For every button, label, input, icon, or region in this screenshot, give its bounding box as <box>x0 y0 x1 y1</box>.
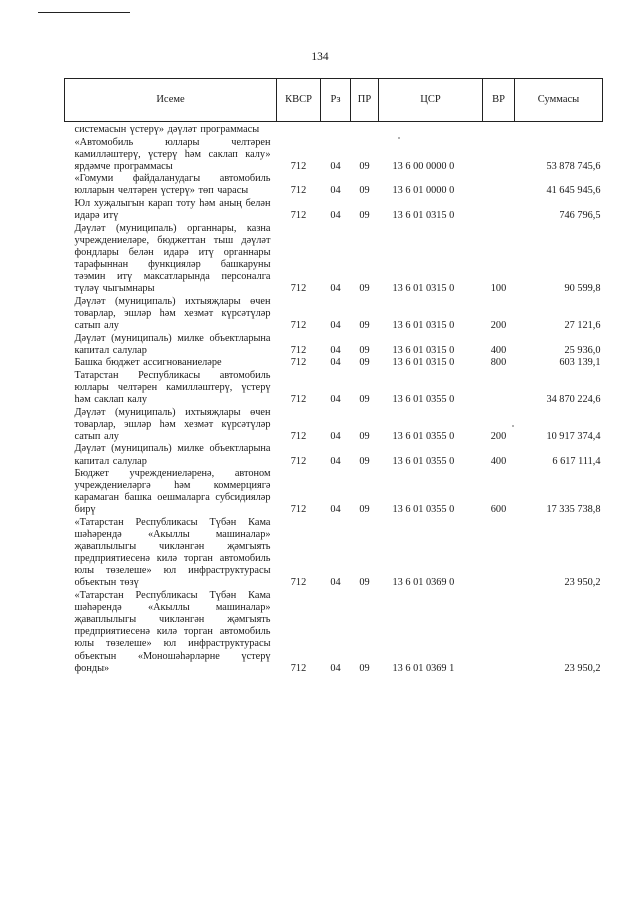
cell-kvsr: 712 <box>290 357 307 369</box>
cell-sum: 10 917 374,4 <box>546 430 601 442</box>
cell-rz: 04 <box>330 662 341 674</box>
cell-csr: 13 6 01 0355 0 <box>392 430 455 442</box>
scan-speck <box>512 425 514 427</box>
cell-pr: 09 <box>359 160 370 172</box>
table-row <box>65 122 603 137</box>
cell-name: Бюджет учреждениеләренә, автоном учреждениеләргә һәм коммерциягә карамаган башка оешмаларга субсидияләр бирү <box>74 468 271 516</box>
cell-name: Дәүләт (муниципаль) милке объектларына капитал салулар <box>74 332 271 356</box>
cell-csr: 13 6 01 0315 0 <box>392 210 455 222</box>
cell-name: Башка бюджет ассигнованиеләре <box>74 357 222 369</box>
table-row <box>65 590 603 675</box>
cell-sum: 17 335 738,8 <box>546 504 601 516</box>
cell-vr <box>483 590 515 675</box>
cell-vr: 400 <box>490 344 507 356</box>
cell-pr: 09 <box>359 283 370 295</box>
header-csr: ЦСР <box>379 79 483 122</box>
cell-vr: 200 <box>490 430 507 442</box>
cell-pr: 09 <box>359 662 370 674</box>
scan-speck <box>398 137 400 139</box>
cell-vr <box>483 198 515 223</box>
cell-rz: 04 <box>330 577 341 589</box>
table-row <box>65 443 603 468</box>
cell-rz: 04 <box>330 430 341 442</box>
cell-name: Татарстан Республикасы автомобиль юллары челтәрен камилләштерү, үстерү һәм саклап калу <box>74 369 271 406</box>
cell-kvsr: 712 <box>290 394 307 406</box>
header-sum: Суммасы <box>515 79 603 122</box>
cell-csr: 13 6 01 0315 0 <box>392 320 455 331</box>
cell-pr: 09 <box>359 455 370 467</box>
header-vr: ВР <box>483 79 515 122</box>
cell-vr: 200 <box>490 320 507 331</box>
cell-rz: 04 <box>330 160 341 172</box>
cell-rz: 04 <box>330 210 341 222</box>
cell-sum: 34 870 224,6 <box>546 394 601 406</box>
table-row <box>65 198 603 223</box>
header-rz: Рз <box>321 79 351 122</box>
cell-vr: 400 <box>490 455 507 467</box>
cell-name: «Татарстан Республикасы Түбән Кама шәһәрендә «Акыллы машиналар» җаваплылыгы чикләнгән җәмгыять предприятиесенә килә торган автомобиль юлы төзелеше» юл инфраструктурасы объектын төзү <box>74 517 271 589</box>
table-row <box>65 223 603 296</box>
cell-sum: 27 121,6 <box>564 320 601 331</box>
cell-name: Дәүләт (муниципаль) ихтыяҗлары өчен товарлар, эшләр һәм хезмәт күрсәтүләр сатып алу <box>74 406 271 442</box>
cell-pr: 09 <box>359 577 370 589</box>
cell-kvsr: 712 <box>290 455 307 467</box>
table-row <box>65 333 603 358</box>
cell-sum: 90 599,8 <box>564 283 601 295</box>
cell-name: Дәүләт (муниципаль) органнары, казна учреждениеләре, бюджеттан тыш дәүләт фондлары белән идарә итү органнары тарафыннан функцияләр башкаруны тәэмин итү максатларында персоналга түләү чыгымнары <box>74 222 271 295</box>
table-row <box>65 173 603 198</box>
cell-kvsr: 712 <box>290 504 307 516</box>
cell-kvsr: 712 <box>290 430 307 442</box>
cell-pr: 09 <box>359 344 370 356</box>
table-row <box>65 357 603 370</box>
table-row <box>65 468 603 517</box>
cell-vr <box>483 122 515 137</box>
cell-sum: 746 796,5 <box>559 210 601 222</box>
cell-kvsr: 712 <box>290 344 307 356</box>
table-header-row <box>65 79 603 122</box>
cell-csr <box>379 122 483 137</box>
cell-vr <box>483 517 515 590</box>
cell-csr: 13 6 01 0369 1 <box>392 662 455 674</box>
cell-rz: 04 <box>330 357 341 369</box>
table-row <box>65 137 603 174</box>
page-number: 134 <box>311 51 329 63</box>
cell-sum: 25 936,0 <box>564 344 601 356</box>
cell-name: «Гомуми файдаланудагы автомобиль юлларын челтәрен үстерү» төп чарасы <box>74 173 271 197</box>
cell-vr: 100 <box>490 283 507 295</box>
cell-csr: 13 6 01 0355 0 <box>392 504 455 516</box>
cell-kvsr: 712 <box>290 320 307 331</box>
cell-pr: 09 <box>359 185 370 197</box>
cell-sum: 603 139,1 <box>559 357 601 369</box>
top-rule <box>38 12 130 13</box>
cell-vr: 800 <box>490 357 507 369</box>
cell-csr: 13 6 00 0000 0 <box>392 160 455 172</box>
table-row <box>65 296 603 333</box>
cell-vr <box>483 137 515 174</box>
cell-csr: 13 6 01 0369 0 <box>392 577 455 589</box>
cell-kvsr: 712 <box>290 577 307 589</box>
cell-sum: 53 878 745,6 <box>546 160 601 172</box>
cell-rz: 04 <box>330 394 341 406</box>
cell-vr <box>483 370 515 407</box>
cell-name: Дәүләт (муниципаль) ихтыяҗлары өчен товарлар, эшләр һәм хезмәт күрсәтүләр сатып алу <box>74 295 271 331</box>
cell-csr: 13 6 01 0315 0 <box>392 344 455 356</box>
cell-kvsr: 712 <box>290 662 307 674</box>
cell-name: Юл хуҗалыгын карап тоту һәм аның белән идарә итү <box>74 198 271 222</box>
cell-pr: 09 <box>359 210 370 222</box>
cell-pr: 09 <box>359 504 370 516</box>
cell-csr: 13 6 01 0355 0 <box>392 455 455 467</box>
budget-table <box>64 78 603 675</box>
table-row <box>65 517 603 590</box>
cell-rz: 04 <box>330 504 341 516</box>
cell-rz: 04 <box>330 283 341 295</box>
cell-sum: 6 617 111,4 <box>552 455 601 467</box>
header-kvsr: КВСР <box>277 79 321 122</box>
cell-csr: 13 6 01 0000 0 <box>392 185 455 197</box>
cell-kvsr: 712 <box>290 283 307 295</box>
table-row <box>65 407 603 444</box>
cell-pr: 09 <box>359 320 370 331</box>
cell-pr: 09 <box>359 394 370 406</box>
cell-sum: 23 950,2 <box>564 662 601 674</box>
cell-sum <box>515 122 603 137</box>
cell-sum: 41 645 945,6 <box>546 185 601 197</box>
header-name: Исеме <box>65 79 277 122</box>
cell-rz: 04 <box>330 185 341 197</box>
cell-rz: 04 <box>330 320 341 331</box>
cell-vr <box>483 173 515 198</box>
cell-name: системасын үстерү» дәүләт программасы <box>74 124 260 135</box>
header-pr: ПР <box>351 79 379 122</box>
cell-kvsr: 712 <box>290 210 307 222</box>
cell-csr: 13 6 01 0315 0 <box>392 283 455 295</box>
cell-pr: 09 <box>359 430 370 442</box>
cell-name: Дәүләт (муниципаль) милке объектларына капитал салулар <box>74 443 271 467</box>
cell-vr: 600 <box>490 504 507 516</box>
cell-kvsr <box>277 122 321 137</box>
cell-rz: 04 <box>330 455 341 467</box>
cell-csr: 13 6 01 0355 0 <box>392 394 455 406</box>
cell-pr <box>351 122 379 137</box>
cell-sum: 23 950,2 <box>564 577 601 589</box>
cell-kvsr: 712 <box>290 185 307 197</box>
table-body <box>65 122 603 676</box>
table-row <box>65 370 603 407</box>
cell-rz <box>321 122 351 137</box>
cell-kvsr: 712 <box>290 160 307 172</box>
cell-name: «Автомобиль юллары челтәрен камилләштерү, үстерү һәм саклап калу» ярдәмче программасы <box>74 136 271 172</box>
cell-pr: 09 <box>359 357 370 369</box>
cell-rz: 04 <box>330 344 341 356</box>
cell-name: «Татарстан Республикасы Түбән Кама шәһәрендә «Акыллы машиналар» җаваплылыгы чикләнгән җәмгыять предприятиесенә килә торган автомобиль юлы төзелеше» юл инфраструктурасы объектын «Моношәһәрләрне үстерү фонды» <box>74 590 271 674</box>
cell-csr: 13 6 01 0315 0 <box>392 357 455 369</box>
